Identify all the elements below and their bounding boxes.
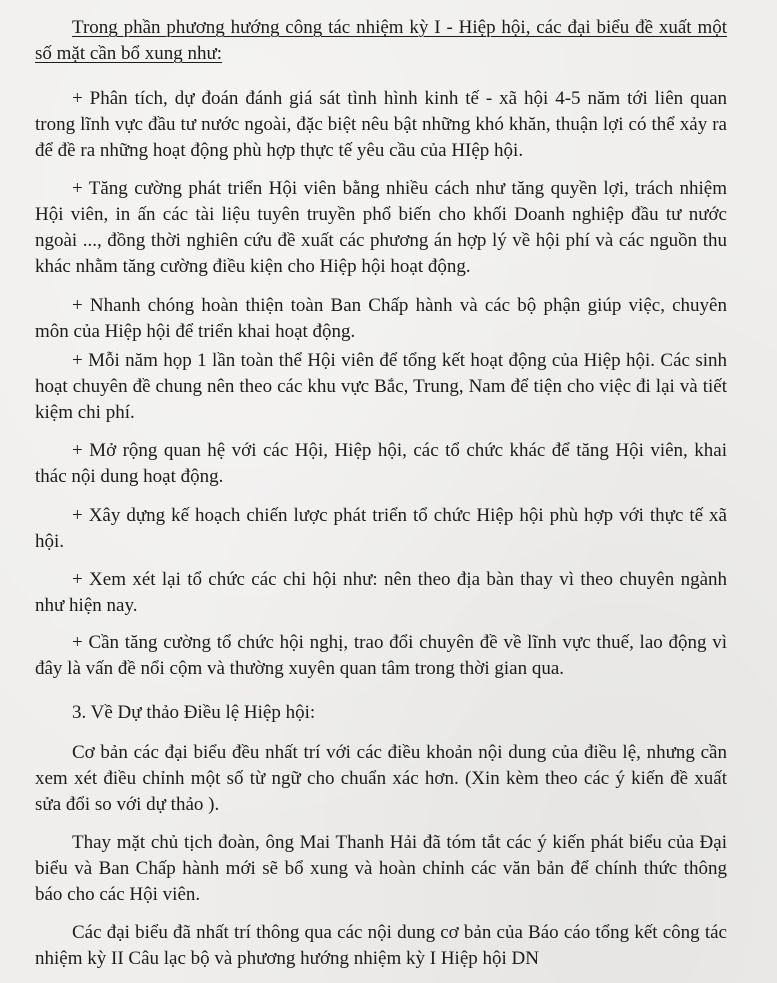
bullet-paragraph: + Mở rộng quan hệ với các Hội, Hiệp hội, các tổ chức khác để tăng Hội viên, khai thác nội dung hoạt động.: [35, 440, 727, 487]
bullet-paragraph: + Cần tăng cường tổ chức hội nghị, trao đổi chuyên đề về lĩnh vực thuế, lao động vì đây là vấn đề nổi cộm và thường xuyên quan tâm trong thời gian qua.: [35, 632, 727, 679]
section-heading: 3. Về Dự thảo Điều lệ Hiệp hội:: [72, 702, 316, 723]
body-paragraph: Cơ bản các đại biểu đều nhất trí với các điều khoản nội dung của điều lệ, nhưng cần xem xét điều chỉnh một số từ ngữ cho chuẩn xác hơn. (Xin kèm theo các ý kiến đề xuất sửa đổi so với dự thảo ).: [35, 742, 727, 815]
bullet-paragraph: + Phân tích, dự đoán đánh giá sát tình hình kinh tế - xã hội 4-5 năm tới liên quan trong lĩnh vực đầu tư nước ngoài, đặc biệt nêu bật những khó khăn, thuận lợi có thể xảy ra để đề ra những hoạt động phù hợp thực tế yêu cầu của HIệp hội.: [35, 88, 727, 161]
body-paragraph: Thay mặt chủ tịch đoàn, ông Mai Thanh Hải đã tóm tắt các ý kiến phát biểu của Đại biểu và Ban Chấp hành mới sẽ bổ xung và hoàn chỉnh các văn bản để chính thức thông báo cho các Hội viên.: [35, 832, 727, 905]
bullet-paragraph: + Tăng cường phát triển Hội viên bằng nhiều cách như tăng quyền lợi, trách nhiệm Hội viên, in ấn các tài liệu tuyên truyền phổ biến cho khối Doanh nghiệp đầu tư nước ngoài ..., đồng thời nghiên cứu đề xuất các phương án hợp lý về hội phí và các nguồn thu khác nhằm tăng cường điều kiện cho Hiệp hội hoạt động.: [35, 178, 727, 277]
bullet-paragraph: + Xây dựng kế hoạch chiến lược phát triển tổ chức Hiệp hội phù hợp với thực tế xã hội.: [35, 505, 727, 552]
bullet-paragraph: + Nhanh chóng hoàn thiện toàn Ban Chấp hành và các bộ phận giúp việc, chuyên môn của Hiệp hội để triển khai hoạt động.: [35, 295, 727, 342]
intro-heading: Trong phần phương hướng công tác nhiệm kỳ I - Hiệp hội, các đại biểu đề xuất một số mặt cần bổ xung như:: [35, 17, 727, 64]
body-paragraph: Các đại biểu đã nhất trí thông qua các nội dung cơ bản của Báo cáo tổng kết công tác nhiệm kỳ II Câu lạc bộ và phương hướng nhiệm kỳ I Hiệp hội DN: [35, 922, 727, 969]
bullet-paragraph: + Xem xét lại tổ chức các chi hội như: nên theo địa bàn thay vì theo chuyên ngành như hiện nay.: [35, 569, 727, 616]
bullet-paragraph: + Mỗi năm họp 1 lần toàn thể Hội viên để tổng kết hoạt động của Hiệp hội. Các sinh hoạt chuyên đề chung nên theo các khu vực Bắc, Trung, Nam để tiện cho việc đi lại và tiết kiệm chi phí.: [35, 350, 727, 423]
